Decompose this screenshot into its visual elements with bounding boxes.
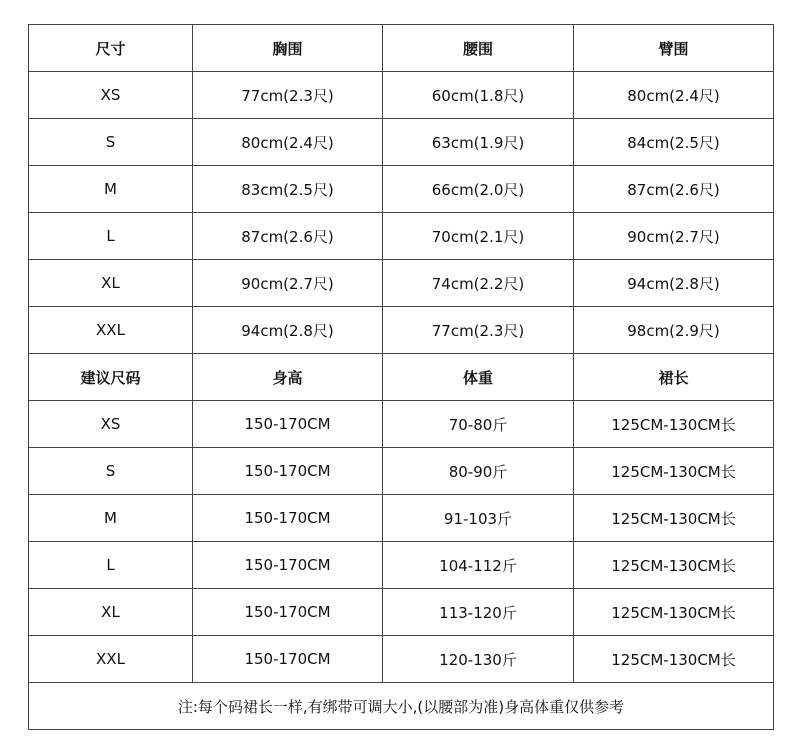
size-cell: XL [29, 589, 193, 636]
skirt-length-cell: 125CM-130CM长 [574, 636, 774, 683]
size-cell: XXL [29, 636, 193, 683]
weight-cell: 113-120斤 [383, 589, 574, 636]
arm-cell: 98cm(2.9尺) [574, 307, 774, 354]
header-chest: 胸围 [193, 25, 383, 72]
height-cell: 150-170CM [193, 542, 383, 589]
size-cell: L [29, 213, 193, 260]
header-waist: 腰围 [383, 25, 574, 72]
recommend-header-row [29, 354, 774, 401]
weight-cell: 80-90斤 [383, 448, 574, 495]
height-cell: 150-170CM [193, 401, 383, 448]
header-arm: 臂围 [574, 25, 774, 72]
size-cell: M [29, 166, 193, 213]
chest-cell: 90cm(2.7尺) [193, 260, 383, 307]
arm-cell: 90cm(2.7尺) [574, 213, 774, 260]
height-cell: 150-170CM [193, 636, 383, 683]
arm-cell: 84cm(2.5尺) [574, 119, 774, 166]
waist-cell: 63cm(1.9尺) [383, 119, 574, 166]
chest-cell: 77cm(2.3尺) [193, 72, 383, 119]
arm-cell: 80cm(2.4尺) [574, 72, 774, 119]
arm-cell: 94cm(2.8尺) [574, 260, 774, 307]
size-cell: XS [29, 72, 193, 119]
waist-cell: 60cm(1.8尺) [383, 72, 574, 119]
header-size: 尺寸 [29, 25, 193, 72]
note-row [29, 683, 774, 730]
waist-cell: 74cm(2.2尺) [383, 260, 574, 307]
size-header-row [29, 25, 774, 72]
skirt-length-cell: 125CM-130CM长 [574, 448, 774, 495]
header-recommended-size: 建议尺码 [29, 354, 193, 401]
header-weight: 体重 [383, 354, 574, 401]
table-row [29, 260, 774, 307]
table-row [29, 589, 774, 636]
chest-cell: 83cm(2.5尺) [193, 166, 383, 213]
table-row [29, 448, 774, 495]
table-row [29, 495, 774, 542]
skirt-length-cell: 125CM-130CM长 [574, 495, 774, 542]
table-row [29, 119, 774, 166]
skirt-length-cell: 125CM-130CM长 [574, 401, 774, 448]
size-cell: M [29, 495, 193, 542]
skirt-length-cell: 125CM-130CM长 [574, 542, 774, 589]
table-row [29, 401, 774, 448]
table-row [29, 542, 774, 589]
size-cell: L [29, 542, 193, 589]
height-cell: 150-170CM [193, 448, 383, 495]
weight-cell: 104-112斤 [383, 542, 574, 589]
size-cell: S [29, 119, 193, 166]
chest-cell: 94cm(2.8尺) [193, 307, 383, 354]
weight-cell: 70-80斤 [383, 401, 574, 448]
waist-cell: 70cm(2.1尺) [383, 213, 574, 260]
waist-cell: 66cm(2.0尺) [383, 166, 574, 213]
height-cell: 150-170CM [193, 495, 383, 542]
size-cell: S [29, 448, 193, 495]
footnote: 注:每个码裙长一样,有绑带可调大小,(以腰部为准)身高体重仅供参考 [29, 683, 774, 730]
header-skirt-length: 裙长 [574, 354, 774, 401]
table-row [29, 213, 774, 260]
table-row [29, 166, 774, 213]
arm-cell: 87cm(2.6尺) [574, 166, 774, 213]
weight-cell: 120-130斤 [383, 636, 574, 683]
chest-cell: 80cm(2.4尺) [193, 119, 383, 166]
size-cell: XXL [29, 307, 193, 354]
size-cell: XS [29, 401, 193, 448]
table-row [29, 72, 774, 119]
chest-cell: 87cm(2.6尺) [193, 213, 383, 260]
skirt-length-cell: 125CM-130CM长 [574, 589, 774, 636]
table-row [29, 636, 774, 683]
waist-cell: 77cm(2.3尺) [383, 307, 574, 354]
height-cell: 150-170CM [193, 589, 383, 636]
size-chart-table [28, 24, 774, 730]
table-row [29, 307, 774, 354]
header-height: 身高 [193, 354, 383, 401]
size-cell: XL [29, 260, 193, 307]
weight-cell: 91-103斤 [383, 495, 574, 542]
